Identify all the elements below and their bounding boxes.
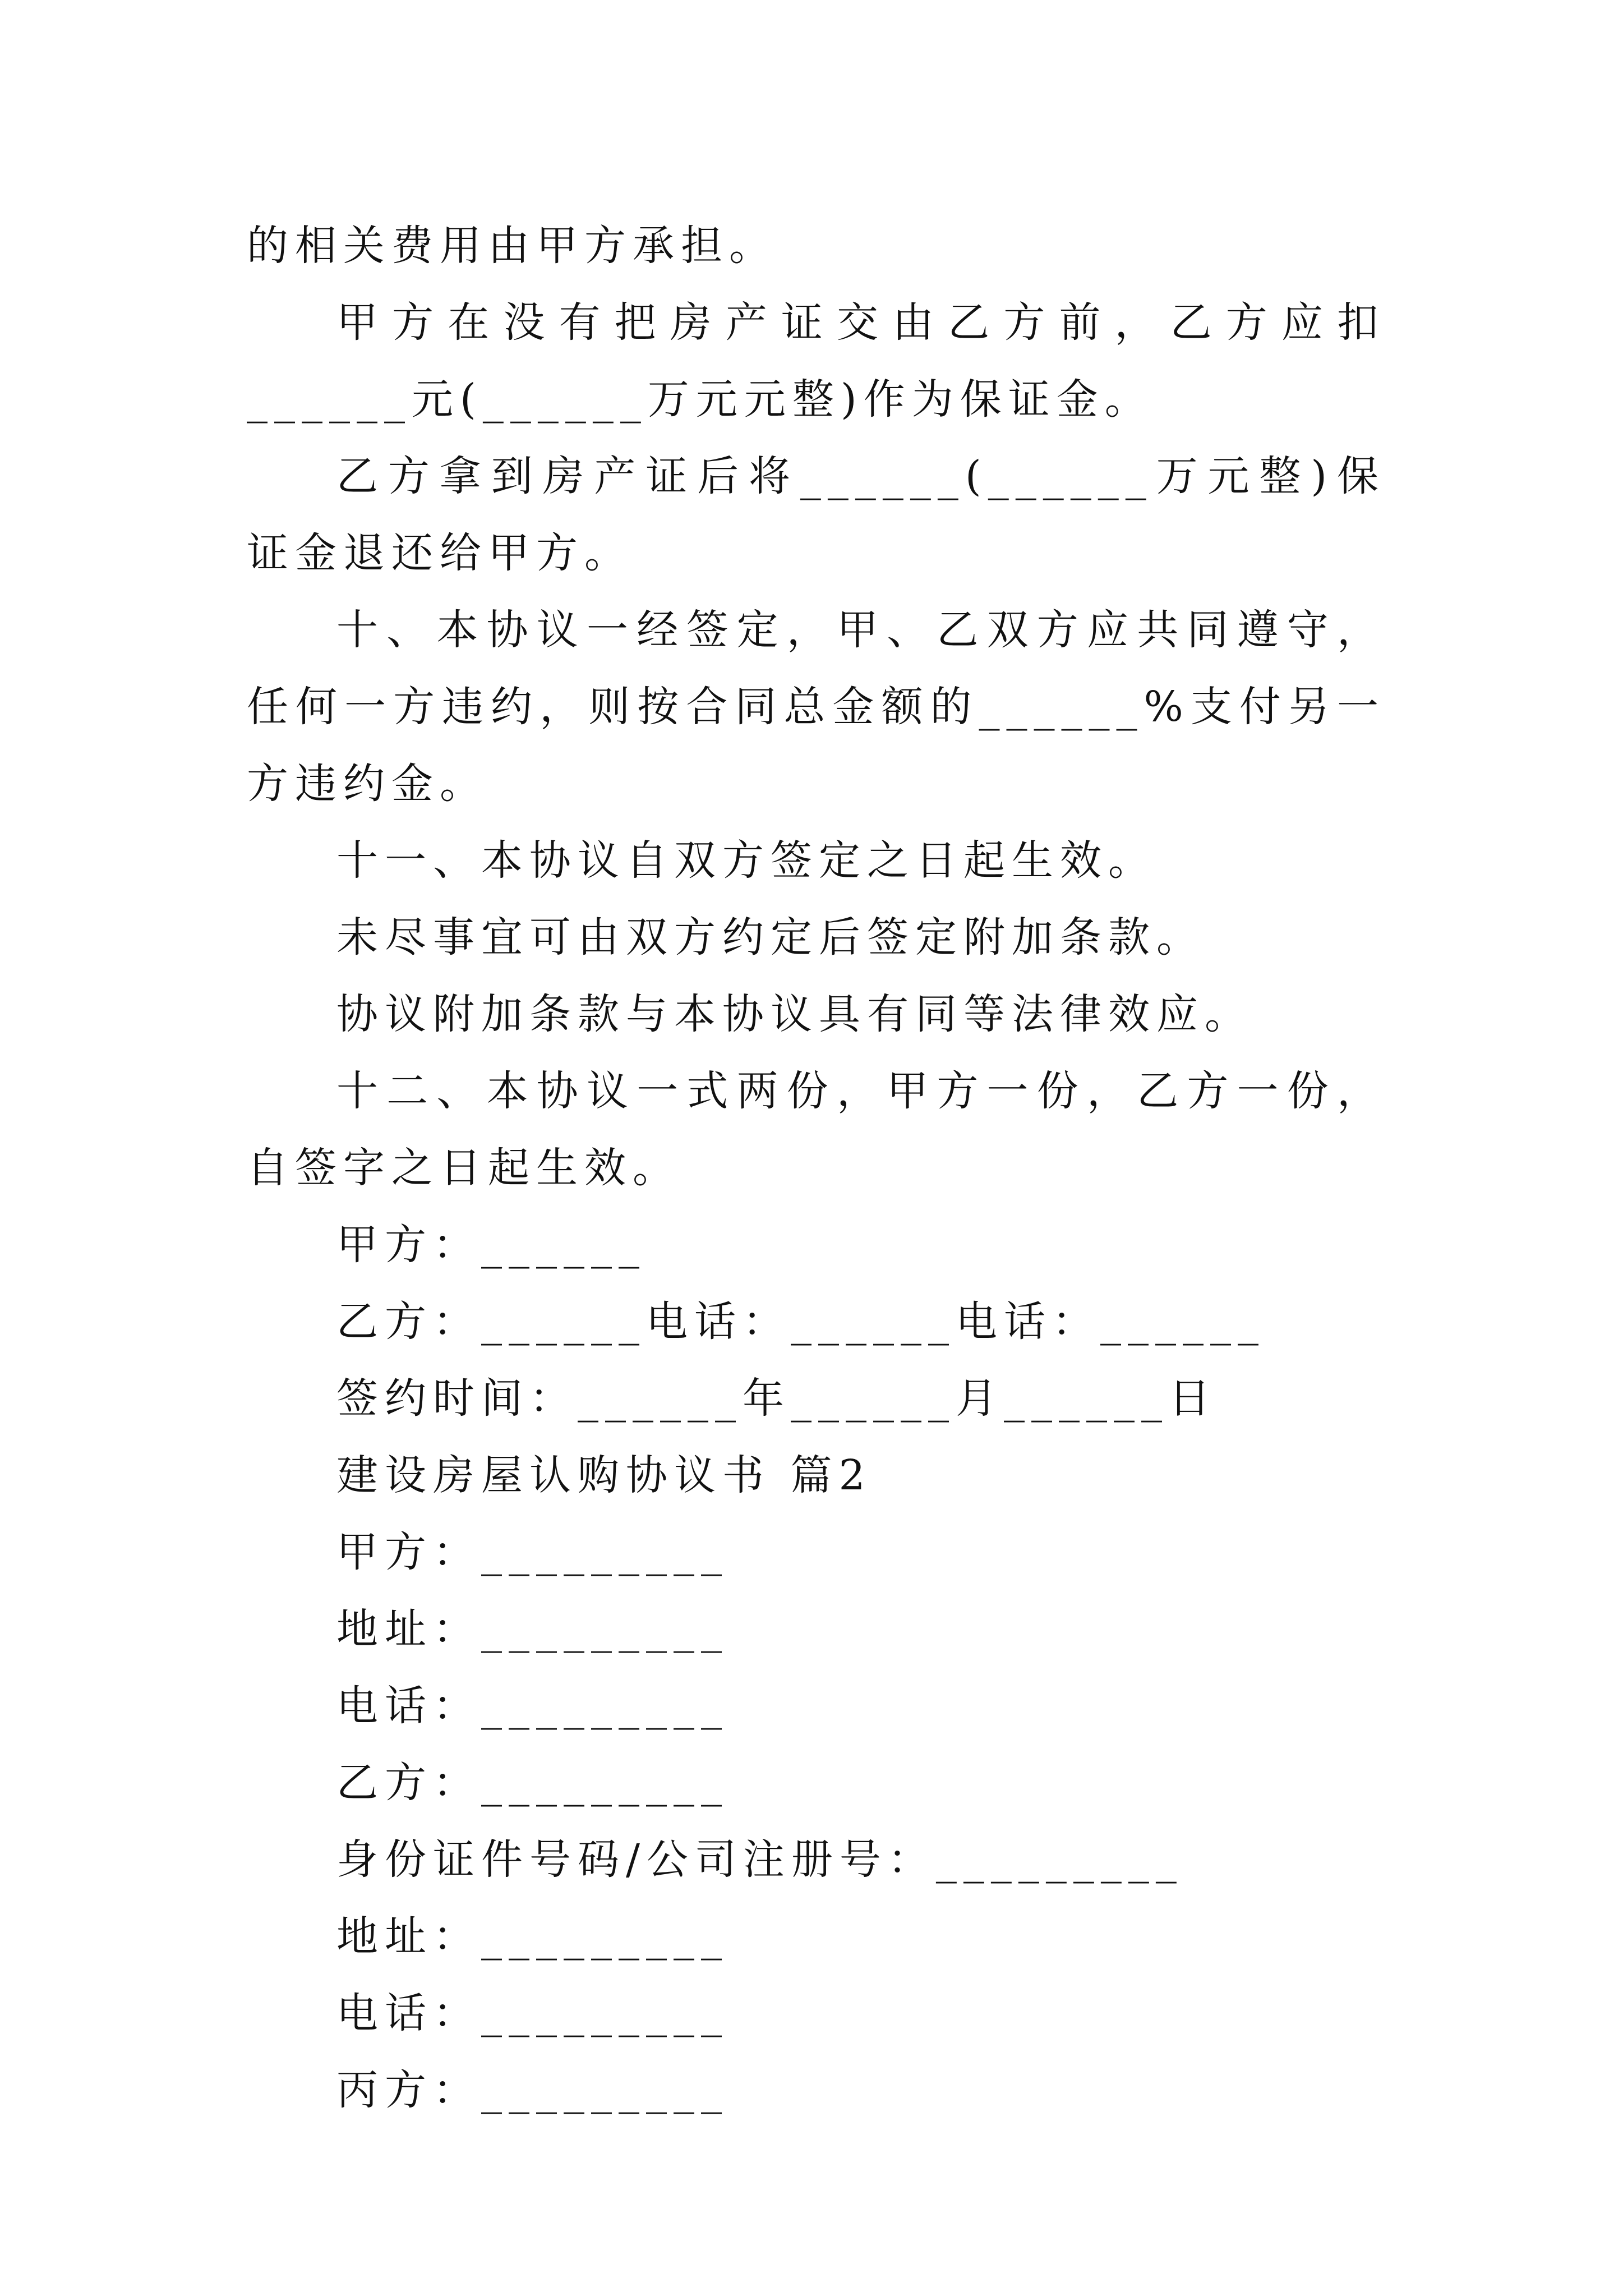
form-field-id-number: 身份证件号码/公司注册号：_________ xyxy=(336,1835,1183,1884)
form-field-phone: 电话：_________ xyxy=(336,1682,728,1730)
paragraph-equal-effect: 协议附加条款与本协议具有同等法律效应。 xyxy=(336,990,1253,1038)
signature-party-b: 乙方：______电话：______电话：______ xyxy=(336,1297,1265,1346)
signature-party-a: 甲方：______ xyxy=(336,1221,646,1269)
paragraph-deposit: 甲方在没有把房产证交由乙方前，乙方应扣______元(______万元元整)作为保证金。 xyxy=(247,298,1385,424)
paragraph-supplementary-terms: 未尽事宜可由双方约定后签定附加条款。 xyxy=(336,913,1205,961)
form-field-party-c: 丙方：_________ xyxy=(336,2066,728,2114)
document-body xyxy=(247,208,1385,2129)
paragraph-clause-11: 十一、本协议自双方签定之日起生效。 xyxy=(336,836,1156,885)
form-field-phone-b: 电话：_________ xyxy=(336,1989,728,2037)
form-field-address: 地址：_________ xyxy=(336,1605,728,1653)
form-field-party-b: 乙方：_________ xyxy=(336,1759,728,1807)
paragraph-clause-12: 十二、本协议一式两份，甲方一份，乙方一份，自签字之日起生效。 xyxy=(247,1067,1385,1192)
paragraph-clause-10: 十、本协议一经签定，甲、乙双方应共同遵守，任何一方违约，则按合同总金额的______%支付另一方违约金。 xyxy=(247,606,1385,808)
form-field-address-b: 地址：_________ xyxy=(336,1912,728,1961)
signature-time: 签约时间：______年______月______日 xyxy=(336,1374,1217,1423)
form-field-party-a: 甲方：_________ xyxy=(336,1528,728,1576)
section-title: 建设房屋认购协议书 篇2 xyxy=(336,1451,872,1499)
paragraph-deposit-refund: 乙方拿到房产证后将______(______万元整)保证金退还给甲方。 xyxy=(247,452,1385,577)
paragraph-continuation: 的相关费用由甲方承担。 xyxy=(247,222,777,270)
